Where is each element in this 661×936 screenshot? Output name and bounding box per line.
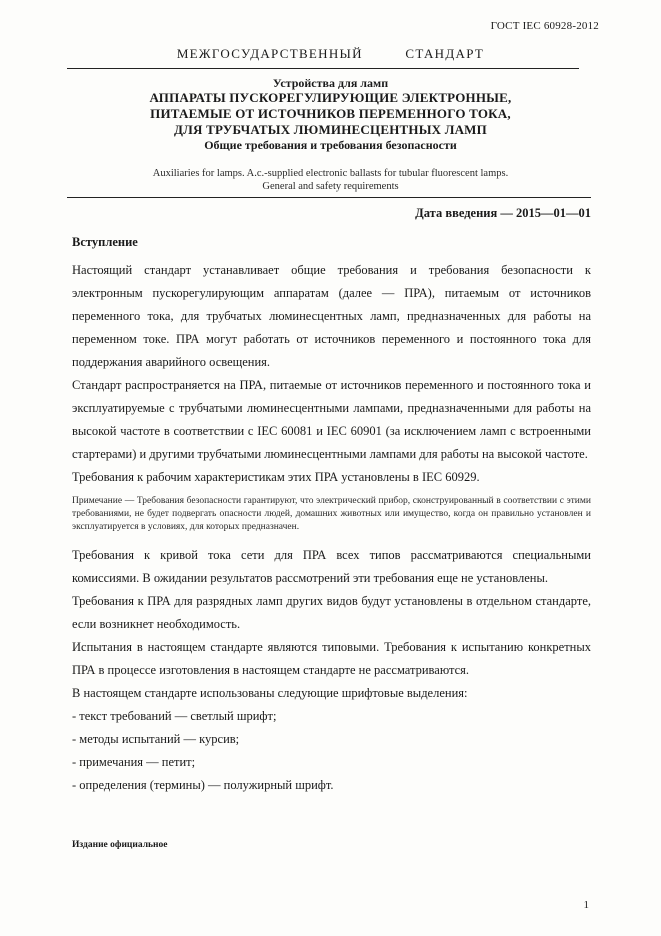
list-item: - примечания — петит; xyxy=(72,755,196,769)
list-item: - определения (термины) — полужирный шрифт. xyxy=(72,778,334,792)
page-number: 1 xyxy=(583,899,589,911)
english-title xyxy=(0,167,661,193)
paragraph-2: Стандарт распространяется на ПРА, питаемые от источников переменного и постоянного тока и эксплуатируемые с трубчатыми люминесцентными лампами, предназначенными для работы на высокой частоте в соответствии с IEC 60081 и IEC 60901 (за исключением ламп с встроенными стартерами) и другими трубчатыми люминесцентными лампами для работы на высокой частоте. xyxy=(72,378,591,461)
paragraph-6: Испытания в настоящем стандарте являются типовыми. Требования к испытанию конкретных ПРА в процессе изготовления в настоящем стандарте не рассматриваются. xyxy=(72,640,591,677)
title-line-3: ДЛЯ ТРУБЧАТЫХ ЛЮМИНЕСЦЕНТНЫХ ЛАМП xyxy=(174,122,487,137)
subtitle: Общие требования и требования безопасности xyxy=(204,138,457,152)
official-edition-label: Издание официальное xyxy=(72,840,168,850)
list-item: - методы испытаний — курсив; xyxy=(72,732,240,746)
title-rule xyxy=(67,197,591,198)
list-item: - текст требований — светлый шрифт; xyxy=(72,709,277,723)
body-text xyxy=(72,259,591,797)
section-heading: Вступление xyxy=(72,235,138,249)
paragraph-5: Требования к ПРА для разрядных ламп других видов будут установлены в отдельном стандарте, если возникнет необходимость. xyxy=(72,594,591,631)
interstate-standard-label: МЕЖГОСУДАРСТВЕННЫЙ СТАНДАРТ xyxy=(176,46,485,61)
english-title-line-2: General and safety requirements xyxy=(262,181,399,192)
paragraph-1: Настоящий стандарт устанавливает общие требования и требования безопасности к электронным пускорегулирующим аппаратам (далее — ПРА), питаемым от источников переменного тока, для трубчатых люминесцентных ламп, предназначенных для работы на переменном токе. ПРА могут работать от источников переменного и постоянного тока для поддержания аварийного освещения. xyxy=(72,263,591,369)
paragraph-4: Требования к кривой тока сети для ПРА всех типов рассматриваются специальными комиссиями. В ожидании результатов рассмотрений эти требования еще не установлены. xyxy=(72,548,591,585)
title-line-2: ПИТАЕМЫЕ ОТ ИСТОЧНИКОВ ПЕРЕМЕННОГО ТОКА, xyxy=(150,106,511,121)
title-line-1: АППАРАТЫ ПУСКОРЕГУЛИРУЮЩИЕ ЭЛЕКТРОННЫЕ, xyxy=(149,90,512,105)
title-block xyxy=(0,76,661,153)
font-conventions-list xyxy=(72,705,591,797)
standard-code: ГОСТ IEC 60928-2012 xyxy=(490,20,599,32)
paragraph-7: В настоящем стандарте использованы следующие шрифтовые выделения: xyxy=(72,686,468,700)
english-title-line-1: Auxiliaries for lamps. A.c.-supplied electronic ballasts for tubular fluorescent lamps. xyxy=(152,168,509,179)
note: Примечание — Требования безопасности гарантируют, что электрический прибор, сконструированный в соответствии с этими требованиями, не будет подвергать опасности людей, домашних животных или имущество, когда он правильно установлен и эксплуатируется в условиях, для которых предназначен. xyxy=(72,496,591,532)
paragraph-3: Требования к рабочим характеристикам этих ПРА установлены в IEC 60929. xyxy=(72,470,480,484)
introduction-date: Дата введения — 2015—01—01 xyxy=(415,206,591,220)
top-rule xyxy=(67,68,579,69)
title-group: Устройства для ламп xyxy=(272,76,389,90)
